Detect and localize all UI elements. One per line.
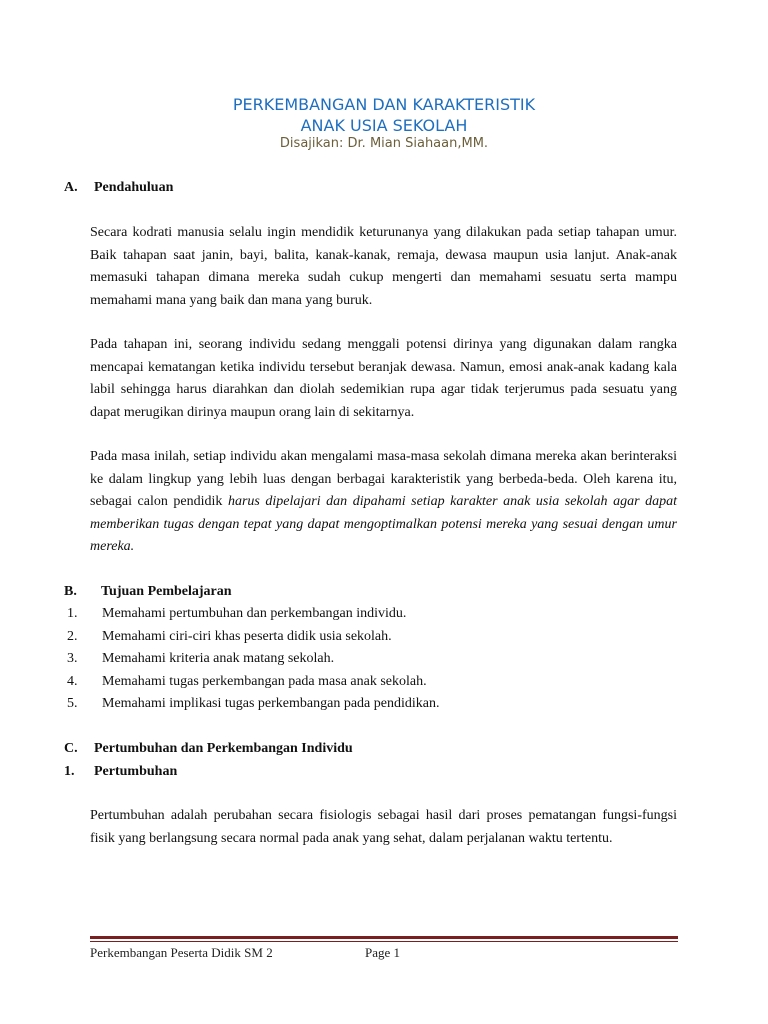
- section-b-title: Tujuan Pembelajaran: [101, 584, 232, 599]
- paragraph-3-italic: harus dipelajari dan dipahami setiap karakter anak usia sekolah agar dapat memberikan tugas dengan tepat yang dapat mengoptimalkan potensi mereka yang sesuai dengan umur mereka.: [90, 494, 678, 554]
- paragraph-2: Pada tahapan ini, seorang individu sedang menggali potensi dirinya yang digunakan dalam rangka mencapai kematangan ketika individu tersebut beranjak dewasa. Namun, emosi anak-anak kadang kala labil sehingga harus diarahkan dan diolah sedemikian rupa agar tidak terjerumus pada sesuatu yang dapat merugikan dirinya maupun orang lain di sekitarnya.: [90, 337, 677, 420]
- subsection-c1-heading: [64, 762, 177, 782]
- list-item: 5. Memahami implikasi tugas perkembangan pada pendidikan.: [67, 696, 440, 711]
- subsection-c1-label: 1.: [64, 764, 75, 779]
- section-a-heading: [64, 178, 173, 198]
- section-c-label: C.: [64, 741, 78, 756]
- objectives-list: [64, 603, 439, 716]
- section-b-heading: [64, 582, 232, 602]
- section-a-title: Pendahuluan: [94, 180, 174, 195]
- list-item: 1. Memahami pertumbuhan dan perkembangan individu.: [67, 606, 407, 621]
- section-a-label: A.: [64, 180, 78, 195]
- document-title-line2: ANAK USIA SEKOLAH: [300, 116, 468, 135]
- footer-course-name: Perkembangan Peserta Didik SM 2: [90, 945, 273, 960]
- document-title-line1: PERKEMBANGAN DAN KARAKTERISTIK: [232, 95, 536, 114]
- paragraph-3: [90, 446, 677, 559]
- list-item: 2. Memahami ciri-ciri khas peserta didik usia sekolah.: [67, 628, 392, 644]
- list-item: 4. Memahami tugas perkembangan pada masa anak sekolah.: [67, 673, 427, 689]
- paragraph-4: Pertumbuhan adalah perubahan secara fisiologis sebagai hasil dari proses pematangan fungsi-fungsi fisik yang berlangsung secara normal pada anak yang sehat, dalam perjalanan waktu tertentu.: [90, 808, 677, 846]
- paragraph-1: Secara kodrati manusia selalu ingin mendidik keturunanya yang dilakukan pada setiap tahapan umur. Baik tahapan saat janin, bayi, balita, kanak-kanak, remaja, dewasa maupun usia lanjut. Anak-anak memasuki tahapan dimana mereka sudah cukup mengerti dan memahami sesuatu serta mampu memahami mana yang baik dan mana yang buruk.: [90, 225, 677, 308]
- document-author: Disajikan: Dr. Mian Siahaan,MM.: [279, 136, 489, 151]
- footer-rule-thick: [90, 936, 678, 939]
- section-c-heading: [64, 739, 353, 759]
- list-item: 3. Memahami kriteria anak matang sekolah.: [67, 651, 335, 666]
- footer-page-number: Page 1: [365, 945, 401, 960]
- paragraph-3-normal: Pada masa inilah, setiap individu akan mengalami masa-masa sekolah dimana mereka akan berinteraksi ke dalam lingkup yang lebih luas dengan berbagai karakteristik yang berbeda-beda. Oleh karena itu, sebagai calon pendidik: [90, 449, 677, 509]
- footer-rule-thin: [90, 941, 678, 942]
- section-b-label: B.: [64, 584, 77, 599]
- section-c-title: Pertumbuhan dan Perkembangan Individu: [94, 741, 353, 756]
- subsection-c1-title: Pertumbuhan: [94, 764, 178, 779]
